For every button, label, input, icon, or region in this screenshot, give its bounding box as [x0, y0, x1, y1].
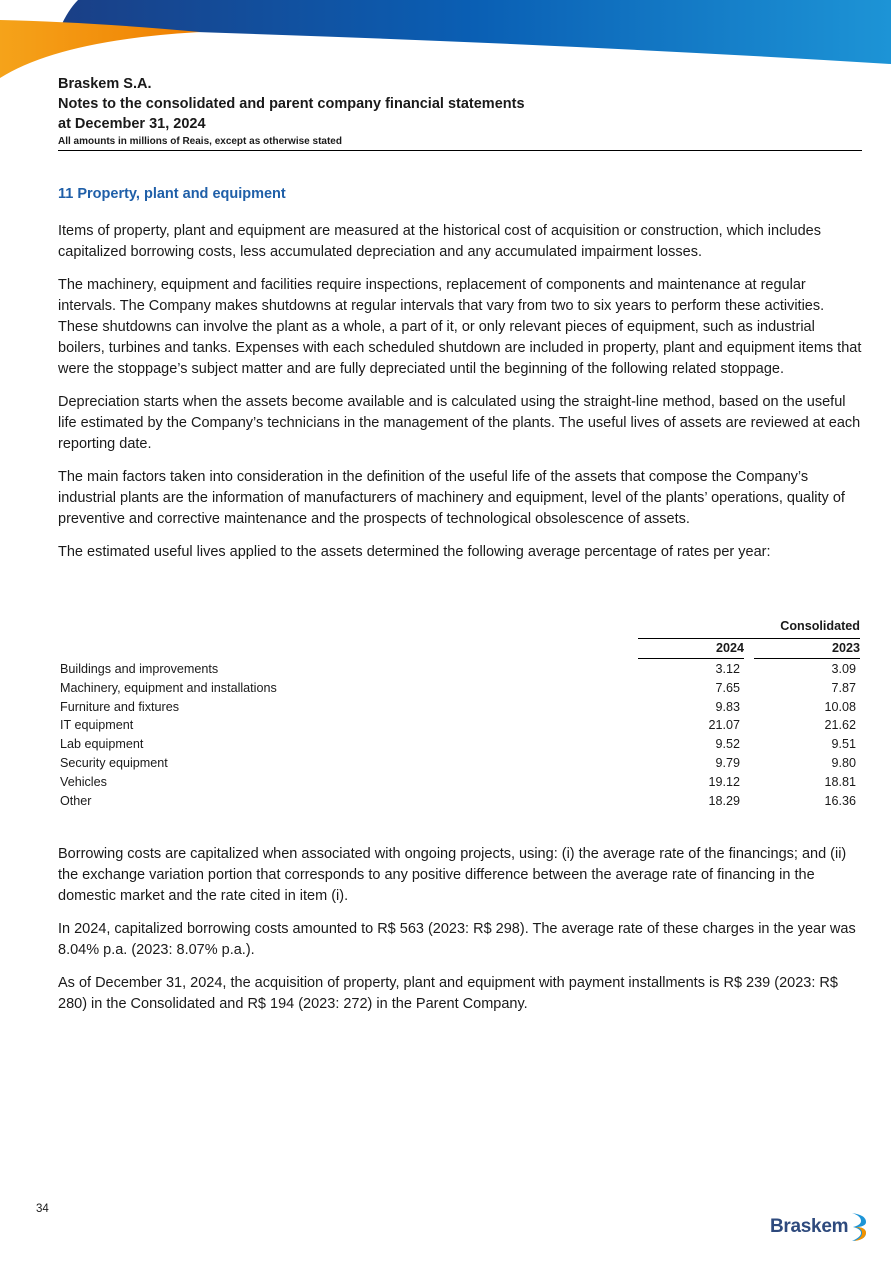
table-row — [58, 754, 862, 773]
table-group-header: Consolidated — [780, 619, 860, 633]
table-row — [58, 735, 862, 754]
row-label: Security equipment — [60, 755, 168, 770]
body-text-after-table — [58, 844, 862, 1027]
paragraph: In 2024, capitalized borrowing costs amounted to R$ 563 (2023: R$ 298). The average rate of these charges in the year was 8.04% p.a. (2023: 8.07% p.a.). — [58, 921, 856, 958]
rate-2023: 7.87 — [831, 680, 856, 695]
table-row — [58, 660, 862, 679]
paragraph: As of December 31, 2024, the acquisition of property, plant and equipment with payment installments is R$ 239 (2023: R$ 280) in the Consolidated and R$ 194 (2023: 272) in the Parent Company. — [58, 975, 838, 1012]
row-label: Vehicles — [60, 774, 107, 789]
column-header-2024: 2024 — [715, 641, 744, 655]
braskem-logo — [770, 1210, 869, 1244]
document-title: Notes to the consolidated and parent company financial statements — [58, 96, 525, 112]
rate-2023: 9.80 — [831, 755, 856, 770]
document-date: at December 31, 2024 — [58, 116, 206, 132]
rate-2023: 3.09 — [831, 662, 856, 676]
row-label: Buildings and improvements — [60, 662, 219, 676]
rate-2024: 7.65 — [715, 680, 740, 695]
column-rule-2024 — [638, 658, 744, 659]
paragraph: Borrowing costs are capitalized when associated with ongoing projects, using: (i) the average rate of the financings; and (ii) the exchange variation portion that corresponds to any positive difference between the average rate of financing in the domestic market and the rate cited in item (i). — [58, 846, 847, 904]
rate-2024: 9.52 — [715, 737, 740, 752]
rate-2023: 10.08 — [824, 699, 856, 714]
row-label: Other — [60, 793, 92, 808]
company-name: Braskem S.A. — [58, 76, 152, 92]
rate-2024: 19.12 — [708, 774, 740, 789]
column-header-2023: 2023 — [831, 641, 860, 655]
table-row — [58, 698, 862, 717]
table-row — [58, 773, 862, 792]
document-subtitle: All amounts in millions of Reais, except as otherwise stated — [58, 136, 342, 147]
logo-text: Braskem — [770, 1216, 849, 1237]
body-text — [58, 221, 862, 575]
rate-2024: 18.29 — [708, 793, 740, 808]
paragraph: Depreciation starts when the assets become available and is calculated using the straight-line method, based on the useful life estimated by the Company’s technicians in the management of the plants. The useful lives of assets are reviewed at each reporting date. — [58, 394, 861, 452]
rate-2024: 9.79 — [715, 755, 740, 770]
rate-2023: 21.62 — [824, 718, 856, 733]
header-divider — [58, 150, 862, 151]
section-title: 11 Property, plant and equipment — [58, 186, 286, 202]
paragraph: The main factors taken into consideration in the definition of the useful life of the assets that compose the Company’s industrial plants are the information of manufacturers of machinery and equipment, level of the plants’ operations, quality of preventive and corrective maintenance and the prospects of technological obsolescence of assets. — [58, 469, 845, 527]
row-label: Machinery, equipment and installations — [60, 680, 277, 695]
document-header — [58, 74, 862, 149]
rate-2023: 16.36 — [824, 793, 856, 808]
paragraph: Items of property, plant and equipment are measured at the historical cost of acquisition or construction, which includes capitalized borrowing costs, less accumulated depreciation and any accumulated impairment losses. — [58, 223, 821, 260]
rate-2024: 21.07 — [708, 718, 740, 733]
row-label: Furniture and fixtures — [60, 699, 179, 714]
rate-2024: 3.12 — [715, 662, 740, 676]
table-row — [58, 679, 862, 698]
table-row — [58, 716, 862, 735]
page-number: 34 — [36, 1203, 49, 1215]
table-body — [58, 660, 862, 810]
paragraph: The estimated useful lives applied to the assets determined the following average percentage of rates per year: — [58, 544, 771, 560]
row-label: IT equipment — [60, 718, 134, 733]
table-row — [58, 792, 862, 811]
row-label: Lab equipment — [60, 737, 144, 752]
rate-2023: 9.51 — [831, 737, 856, 752]
paragraph: The machinery, equipment and facilities require inspections, replacement of components and maintenance at regular intervals. The Company makes shutdowns at regular intervals that vary from two to six years to perform these activities. These shutdowns can involve the plant as a whole, a part of it, or only relevant pieces of equipment, such as industrial boilers, turbines and tanks. Expenses with each scheduled shutdown are included in property, plant and equipment items that were the stoppage’s subject matter and are fully depreciated until the beginning of the following related stoppage. — [58, 277, 862, 377]
rate-2024: 9.83 — [715, 699, 740, 714]
column-rule-2023 — [754, 658, 860, 659]
table-header-rule — [638, 638, 860, 639]
logo-mark-icon — [849, 1211, 869, 1243]
header-banner — [0, 0, 891, 80]
rate-2023: 18.81 — [824, 774, 856, 789]
